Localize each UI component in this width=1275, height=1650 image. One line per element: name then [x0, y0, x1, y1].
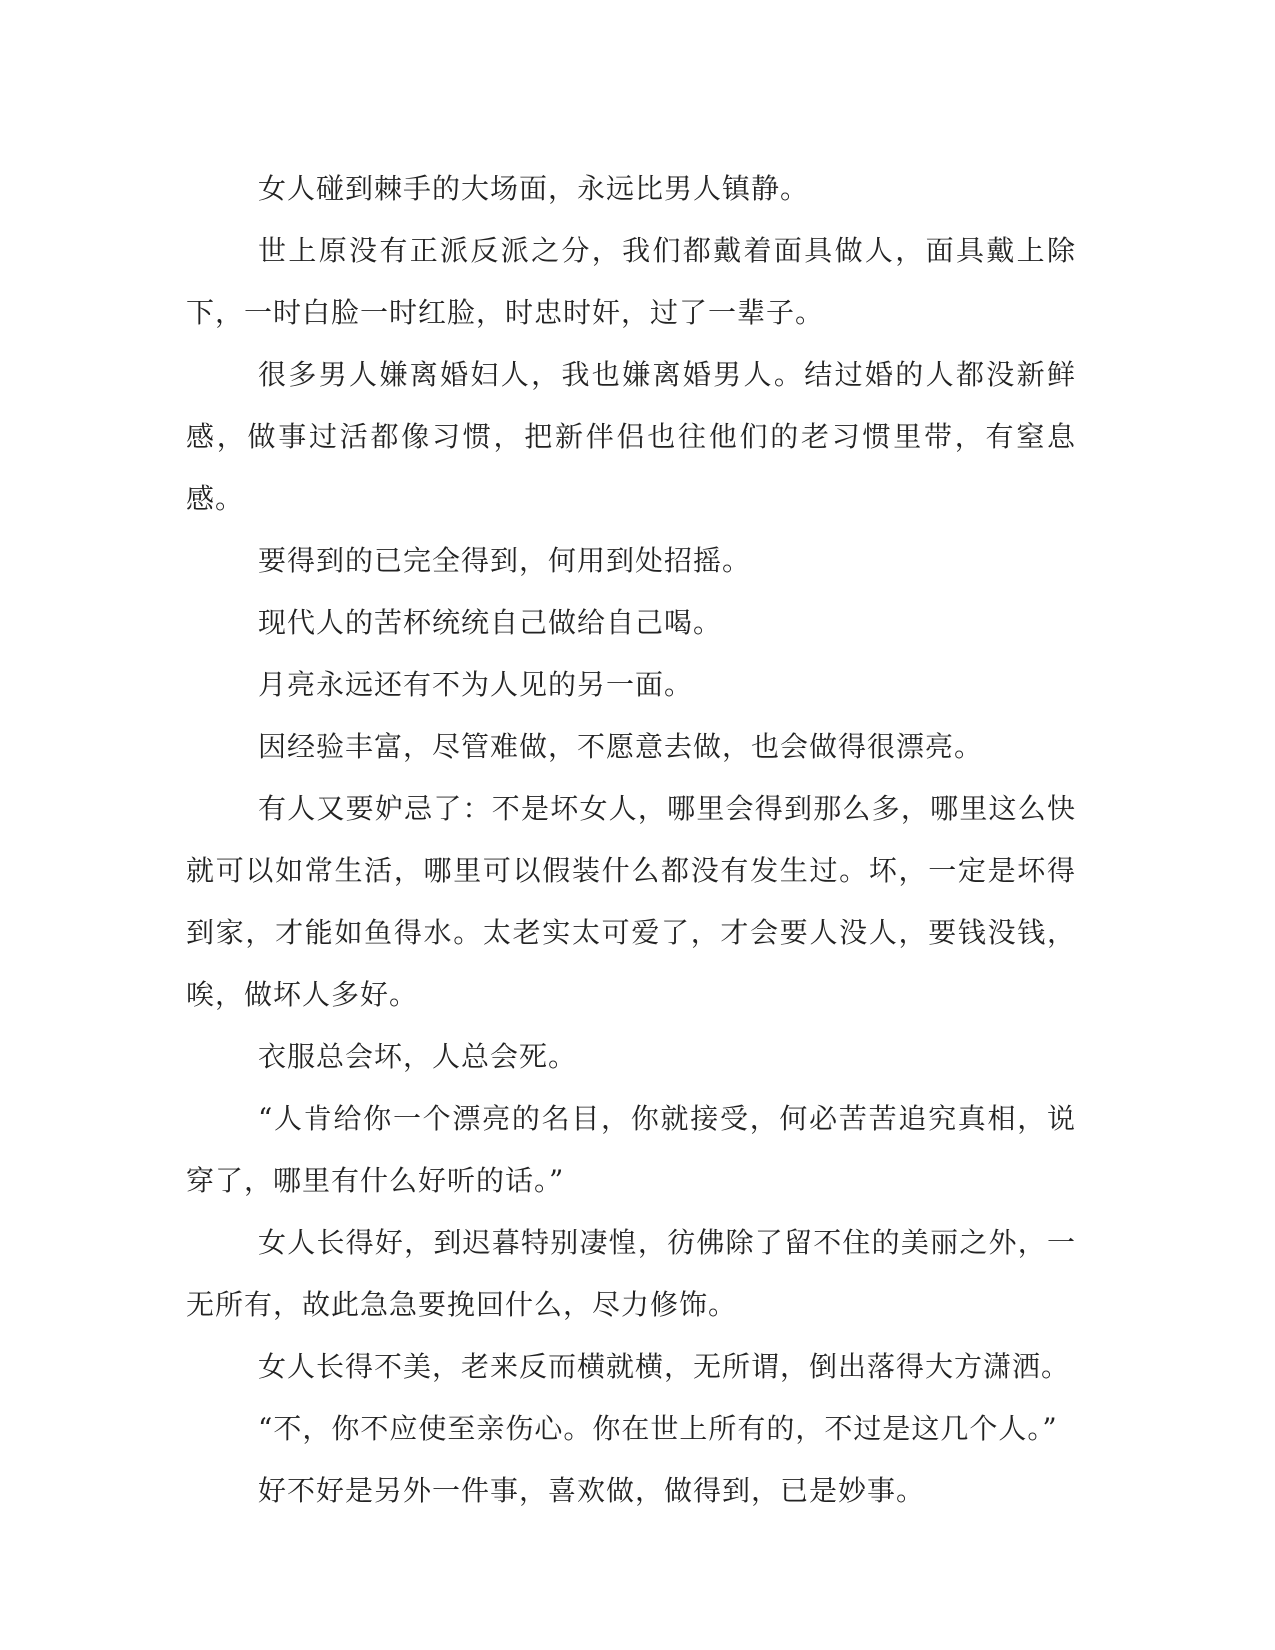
paragraph: “不，你不应使至亲伤心。你在世上所有的，不过是这几个人。”	[258, 1412, 1058, 1445]
paragraph: 很多男人嫌离婚妇人，我也嫌离婚男人。结过婚的人都没新鲜感，做事过活都像习惯，把新伴侣也往他们的老习惯里带，有窒息感。	[186, 358, 1076, 515]
paragraph: 月亮永远还有不为人见的另一面。	[258, 668, 694, 701]
paragraph: 女人碰到棘手的大场面，永远比男人镇静。	[258, 172, 810, 205]
paragraph: 有人又要妒忌了：不是坏女人，哪里会得到那么多，哪里这么快就可以如常生活，哪里可以假装什么都没有发生过。坏，一定是坏得到家，才能如鱼得水。太老实太可爱了，才会要人没人，要钱没钱，唉，做坏人多好。	[186, 792, 1076, 1011]
paragraph: 现代人的苦杯统统自己做给自己喝。	[258, 606, 723, 639]
paragraph: 好不好是另外一件事，喜欢做，做得到，已是妙事。	[258, 1474, 926, 1507]
text-body	[186, 158, 1076, 1522]
paragraph: “人肯给你一个漂亮的名目，你就接受，何必苦苦追究真相，说穿了，哪里有什么好听的话。”	[186, 1102, 1076, 1197]
paragraph: 世上原没有正派反派之分，我们都戴着面具做人，面具戴上除下，一时白脸一时红脸，时忠时奸，过了一辈子。	[186, 234, 1076, 329]
paragraph: 要得到的已完全得到，何用到处招摇。	[258, 544, 752, 577]
paragraph: 女人长得不美，老来反而横就横，无所谓，倒出落得大方潇洒。	[258, 1350, 1071, 1383]
paragraph: 因经验丰富，尽管难做，不愿意去做，也会做得很漂亮。	[258, 730, 984, 763]
paragraph: 女人长得好，到迟暮特别凄惶，彷佛除了留不住的美丽之外，一无所有，故此急急要挽回什么，尽力修饰。	[186, 1226, 1076, 1321]
paragraph: 衣服总会坏，人总会死。	[258, 1040, 578, 1073]
